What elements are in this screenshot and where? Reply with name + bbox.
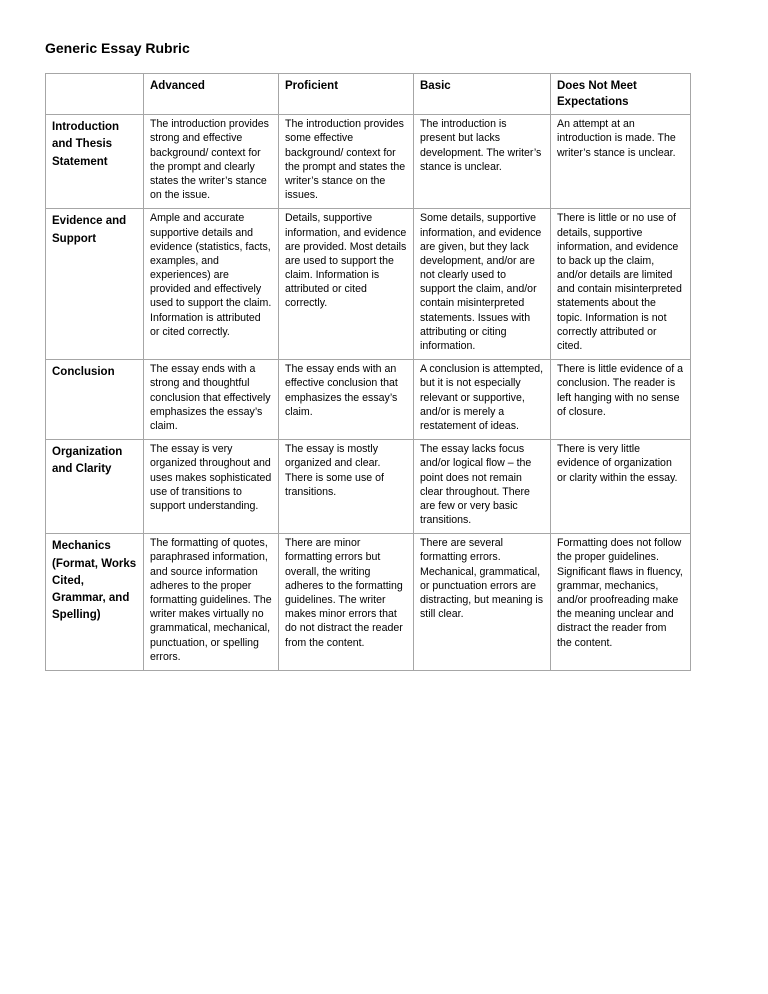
rubric-cell: The essay lacks focus and/or logical flow – the point does not remain clear throughout. There are few or very basic transitions. — [414, 440, 551, 534]
rubric-cell: Some details, supportive information, and evidence are given, but they lack development, and/or are not clearly used to support the claim, and/or contain misinterpreted statements. Issues with attributing or citing information. — [414, 209, 551, 360]
rubric-cell: The introduction provides strong and effective background/ context for the prompt and clearly states the writer’s stance on the issue. — [144, 115, 279, 209]
column-header-advanced: Advanced — [144, 74, 279, 115]
rubric-cell: There are minor formatting errors but overall, the writing adheres to the formatting guidelines. The writer makes minor errors that do not distract the reader from the content. — [279, 534, 414, 671]
table-row-introduction — [46, 115, 691, 209]
rubric-cell: There is very little evidence of organization or clarity within the essay. — [551, 440, 691, 534]
column-header-blank — [46, 74, 144, 115]
page-title: Generic Essay Rubric — [45, 40, 190, 56]
rubric-cell: The formatting of quotes, paraphrased information, and source information adheres to the proper formatting guidelines. The writer makes virtually no grammatical, mechanical, punctuation, or spelling errors. — [144, 534, 279, 671]
table-row-evidence — [46, 209, 691, 360]
column-header-basic: Basic — [414, 74, 551, 115]
criterion-label-introduction: Introduction and Thesis Statement — [46, 115, 144, 209]
rubric-cell: The essay is very organized throughout and uses makes sophisticated use of transitions to support understanding. — [144, 440, 279, 534]
rubric-cell: Details, supportive information, and evidence are provided. Most details are used to support the claim. Information is attributed or cited correctly. — [279, 209, 414, 360]
table-row-conclusion — [46, 360, 691, 440]
table-row-organization — [46, 440, 691, 534]
rubric-cell: The essay is mostly organized and clear. There is some use of transitions. — [279, 440, 414, 534]
table-row-mechanics — [46, 534, 691, 671]
rubric-cell: Ample and accurate supportive details and evidence (statistics, facts, examples, and experiences) are provided and effectively used to support the claim. Information is attributed or cited correctly. — [144, 209, 279, 360]
criterion-label-organization: Organization and Clarity — [46, 440, 144, 534]
rubric-table — [45, 73, 691, 671]
rubric-cell: The essay ends with an effective conclusion that emphasizes the essay’s claim. — [279, 360, 414, 440]
header-row — [46, 74, 691, 115]
rubric-cell: There are several formatting errors. Mechanical, grammatical, or punctuation errors are distracting, but meaning is still clear. — [414, 534, 551, 671]
rubric-cell: There is little evidence of a conclusion. The reader is left hanging with no sense of closure. — [551, 360, 691, 440]
rubric-cell: There is little or no use of details, supportive information, and evidence to back up the claim, and/or details are limited and contain misinterpreted statements about the topic. Information is not correctly attributed or cited. — [551, 209, 691, 360]
column-header-proficient: Proficient — [279, 74, 414, 115]
criterion-label-evidence: Evidence and Support — [46, 209, 144, 360]
rubric-cell: A conclusion is attempted, but it is not especially relevant or supportive, and/or is merely a restatement of ideas. — [414, 360, 551, 440]
criterion-label-mechanics: Mechanics (Format, Works Cited, Grammar, and Spelling) — [46, 534, 144, 671]
rubric-cell: Formatting does not follow the proper guidelines. Significant flaws in fluency, grammar, mechanics, and/or proofreading make the meaning unclear and distract the reader from the content. — [551, 534, 691, 671]
criterion-label-conclusion: Conclusion — [46, 360, 144, 440]
column-header-does-not-meet: Does Not Meet Expectations — [551, 74, 691, 115]
rubric-cell: An attempt at an introduction is made. The writer’s stance is unclear. — [551, 115, 691, 209]
rubric-cell: The introduction is present but lacks development. The writer’s stance is unclear. — [414, 115, 551, 209]
rubric-cell: The essay ends with a strong and thoughtful conclusion that effectively emphasizes the essay’s claim. — [144, 360, 279, 440]
rubric-cell: The introduction provides some effective background/ context for the prompt and states the writer’s stance on the issues. — [279, 115, 414, 209]
